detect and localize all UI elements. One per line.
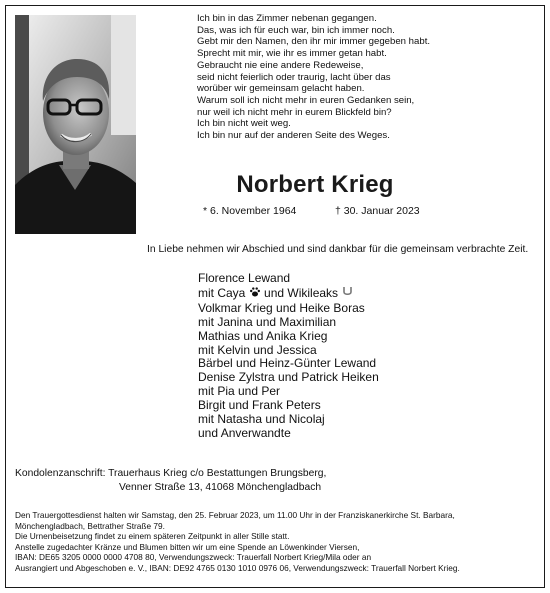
poem-line: Sprecht mit mir, wie ihr es immer getan habt. xyxy=(197,48,387,60)
mourner-line: mit Pia und Per xyxy=(198,384,281,399)
poem-line: Ich bin in das Zimmer nebenan gegangen. xyxy=(197,13,377,24)
footer-line: Anstelle zugedachter Kränze und Blumen bitten wir um eine Spende an Löwenkinder Viersen, xyxy=(15,541,360,552)
poem-line: Warum soll ich nicht mehr in euren Gedanken sein, xyxy=(197,94,415,106)
mourner-line: mit Janina und Maximilian xyxy=(198,314,337,329)
paw-icon xyxy=(249,286,261,302)
poem-line: Gebraucht nie eine andere Redeweise, xyxy=(197,59,364,71)
mourner-line: Florence Lewand xyxy=(198,271,291,285)
poem-line: Das, was ich für euch war, bin ich immer noch. xyxy=(197,24,395,36)
death-date: † 30. Januar 2023 xyxy=(335,205,420,217)
mourner-line: Birgit und Frank Peters xyxy=(198,398,321,413)
poem-line: Gebt mir den Namen, den ihr mir immer gegeben habt. xyxy=(197,36,431,48)
footer-line: Ausrangiert und Abgeschoben e. V., IBAN: DE92 4765 0130 1010 0976 06, Verwendungszweck: Trauerfall Norbert Krieg. xyxy=(15,562,460,573)
condolence-line: Venner Straße 13, 41068 Mönchengladbach xyxy=(119,482,322,493)
mourner-line: Volkmar Krieg und Heike Boras xyxy=(198,300,365,315)
mourner-line: Bärbel und Heinz-Günter Lewand xyxy=(198,356,377,371)
footer-line: Mönchengladbach, Bettrather Straße 79. xyxy=(15,520,165,531)
birth-date: * 6. November 1964 xyxy=(203,205,297,217)
farewell-text: In Liebe nehmen wir Abschied und sind dankbar für die gemeinsam verbrachte Zeit. xyxy=(147,244,529,255)
mourner-line: mit Kelvin und Jessica xyxy=(198,342,317,357)
poem-line: Ich bin nicht weit weg. xyxy=(197,118,291,130)
poem-line: Ich bin nur auf der anderen Seite des Weges. xyxy=(197,130,390,142)
footer-line: IBAN: DE65 3205 0000 0000 4708 80, Verwendungszweck: Trauerfall Norbert Krieg/Mila oder an xyxy=(15,552,372,562)
poem-line: worüber wir gemeinsam gelacht haben. xyxy=(197,83,365,95)
footer-line: Den Trauergottesdienst halten wir Samstag, den 25. Februar 2023, um 11.00 Uhr in der Franziskanerkirche St. Barbara, xyxy=(15,510,455,520)
horseshoe-icon xyxy=(341,286,354,302)
deceased-name: Norbert Krieg xyxy=(236,171,394,198)
mourner-list xyxy=(198,272,379,441)
portrait-photo xyxy=(15,15,136,234)
poem-line: seid nicht feierlich oder traurig, lacht über das xyxy=(197,71,391,83)
service-details xyxy=(15,510,460,573)
mourner-line: mit Natasha und Nicolaj xyxy=(198,412,325,427)
mourner-line: Denise Zylstra und Patrick Heiken xyxy=(198,370,379,385)
poem-line: nur weil ich nicht mehr in eurem Blickfeld bin? xyxy=(197,106,392,118)
mourner-line: Mathias und Anika Krieg xyxy=(198,328,328,343)
footer-line: Die Urnenbeisetzung findet zu einem späteren Zeitpunkt in aller Stille statt. xyxy=(15,531,290,541)
mourner-line: und Anverwandte xyxy=(198,425,291,440)
condolence-address xyxy=(15,467,326,495)
poem xyxy=(197,13,527,142)
mourner-line-pets xyxy=(198,286,379,302)
mourner-text: und Wikileaks xyxy=(264,286,339,301)
condolence-line: Kondolenzanschrift: Trauerhaus Krieg c/o Bestattungen Brungsberg, xyxy=(15,468,327,479)
mourner-text: mit Caya xyxy=(198,286,246,301)
